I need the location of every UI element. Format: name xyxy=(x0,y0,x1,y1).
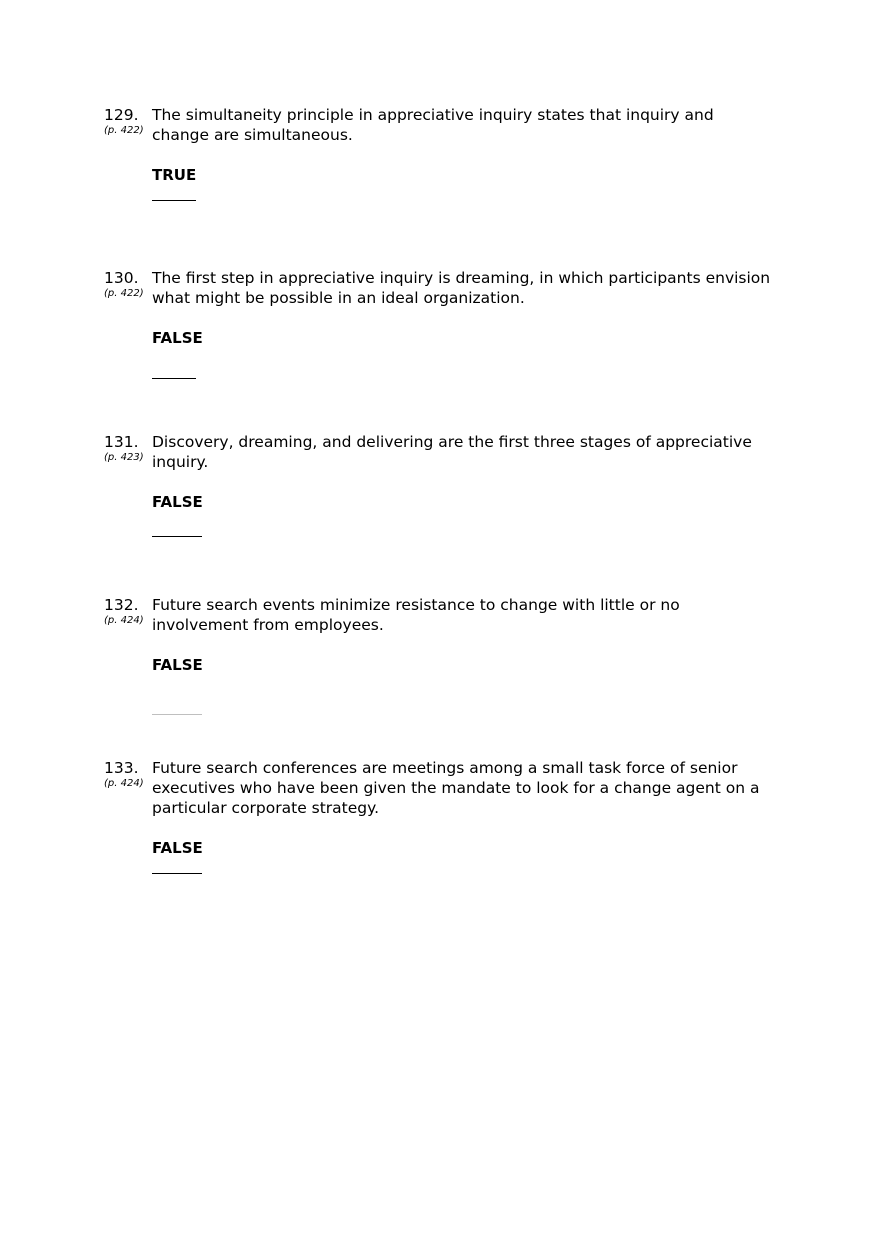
page-reference: (p. 422) xyxy=(104,125,144,136)
question-text: The first step in appreciative inquiry is dreaming, in which participants envision what might be possible in an ideal organization. xyxy=(152,269,771,307)
answer-line xyxy=(152,200,196,201)
answer-label: FALSE xyxy=(152,656,203,674)
page-reference: (p. 422) xyxy=(104,288,144,299)
question-text: Future search conferences are meetings among a small task force of senior executives who have been given the mandate to look for a change agent on a particular corporate strategy. xyxy=(152,759,760,817)
question-number: 132. xyxy=(104,596,139,614)
page-reference: (p. 424) xyxy=(104,778,144,789)
answer-label: FALSE xyxy=(152,329,203,347)
question-number: 133. xyxy=(104,759,139,777)
question-text: Discovery, dreaming, and delivering are the first three stages of appreciative inquiry. xyxy=(152,433,752,471)
answer-label: TRUE xyxy=(152,166,197,184)
question-text: Future search events minimize resistance to change with little or no involvement from employees. xyxy=(152,596,680,634)
question-number: 130. xyxy=(104,269,139,287)
page-reference: (p. 423) xyxy=(104,452,144,463)
answer-line xyxy=(152,714,202,715)
question-number: 129. xyxy=(104,106,139,124)
page-reference: (p. 424) xyxy=(104,615,144,626)
answer-line xyxy=(152,873,202,874)
answer-label: FALSE xyxy=(152,493,203,511)
answer-line xyxy=(152,378,196,379)
question-text: The simultaneity principle in appreciative inquiry states that inquiry and change are simultaneous. xyxy=(152,106,714,144)
question-number: 131. xyxy=(104,433,139,451)
answer-label: FALSE xyxy=(152,839,203,857)
answer-line xyxy=(152,536,202,537)
